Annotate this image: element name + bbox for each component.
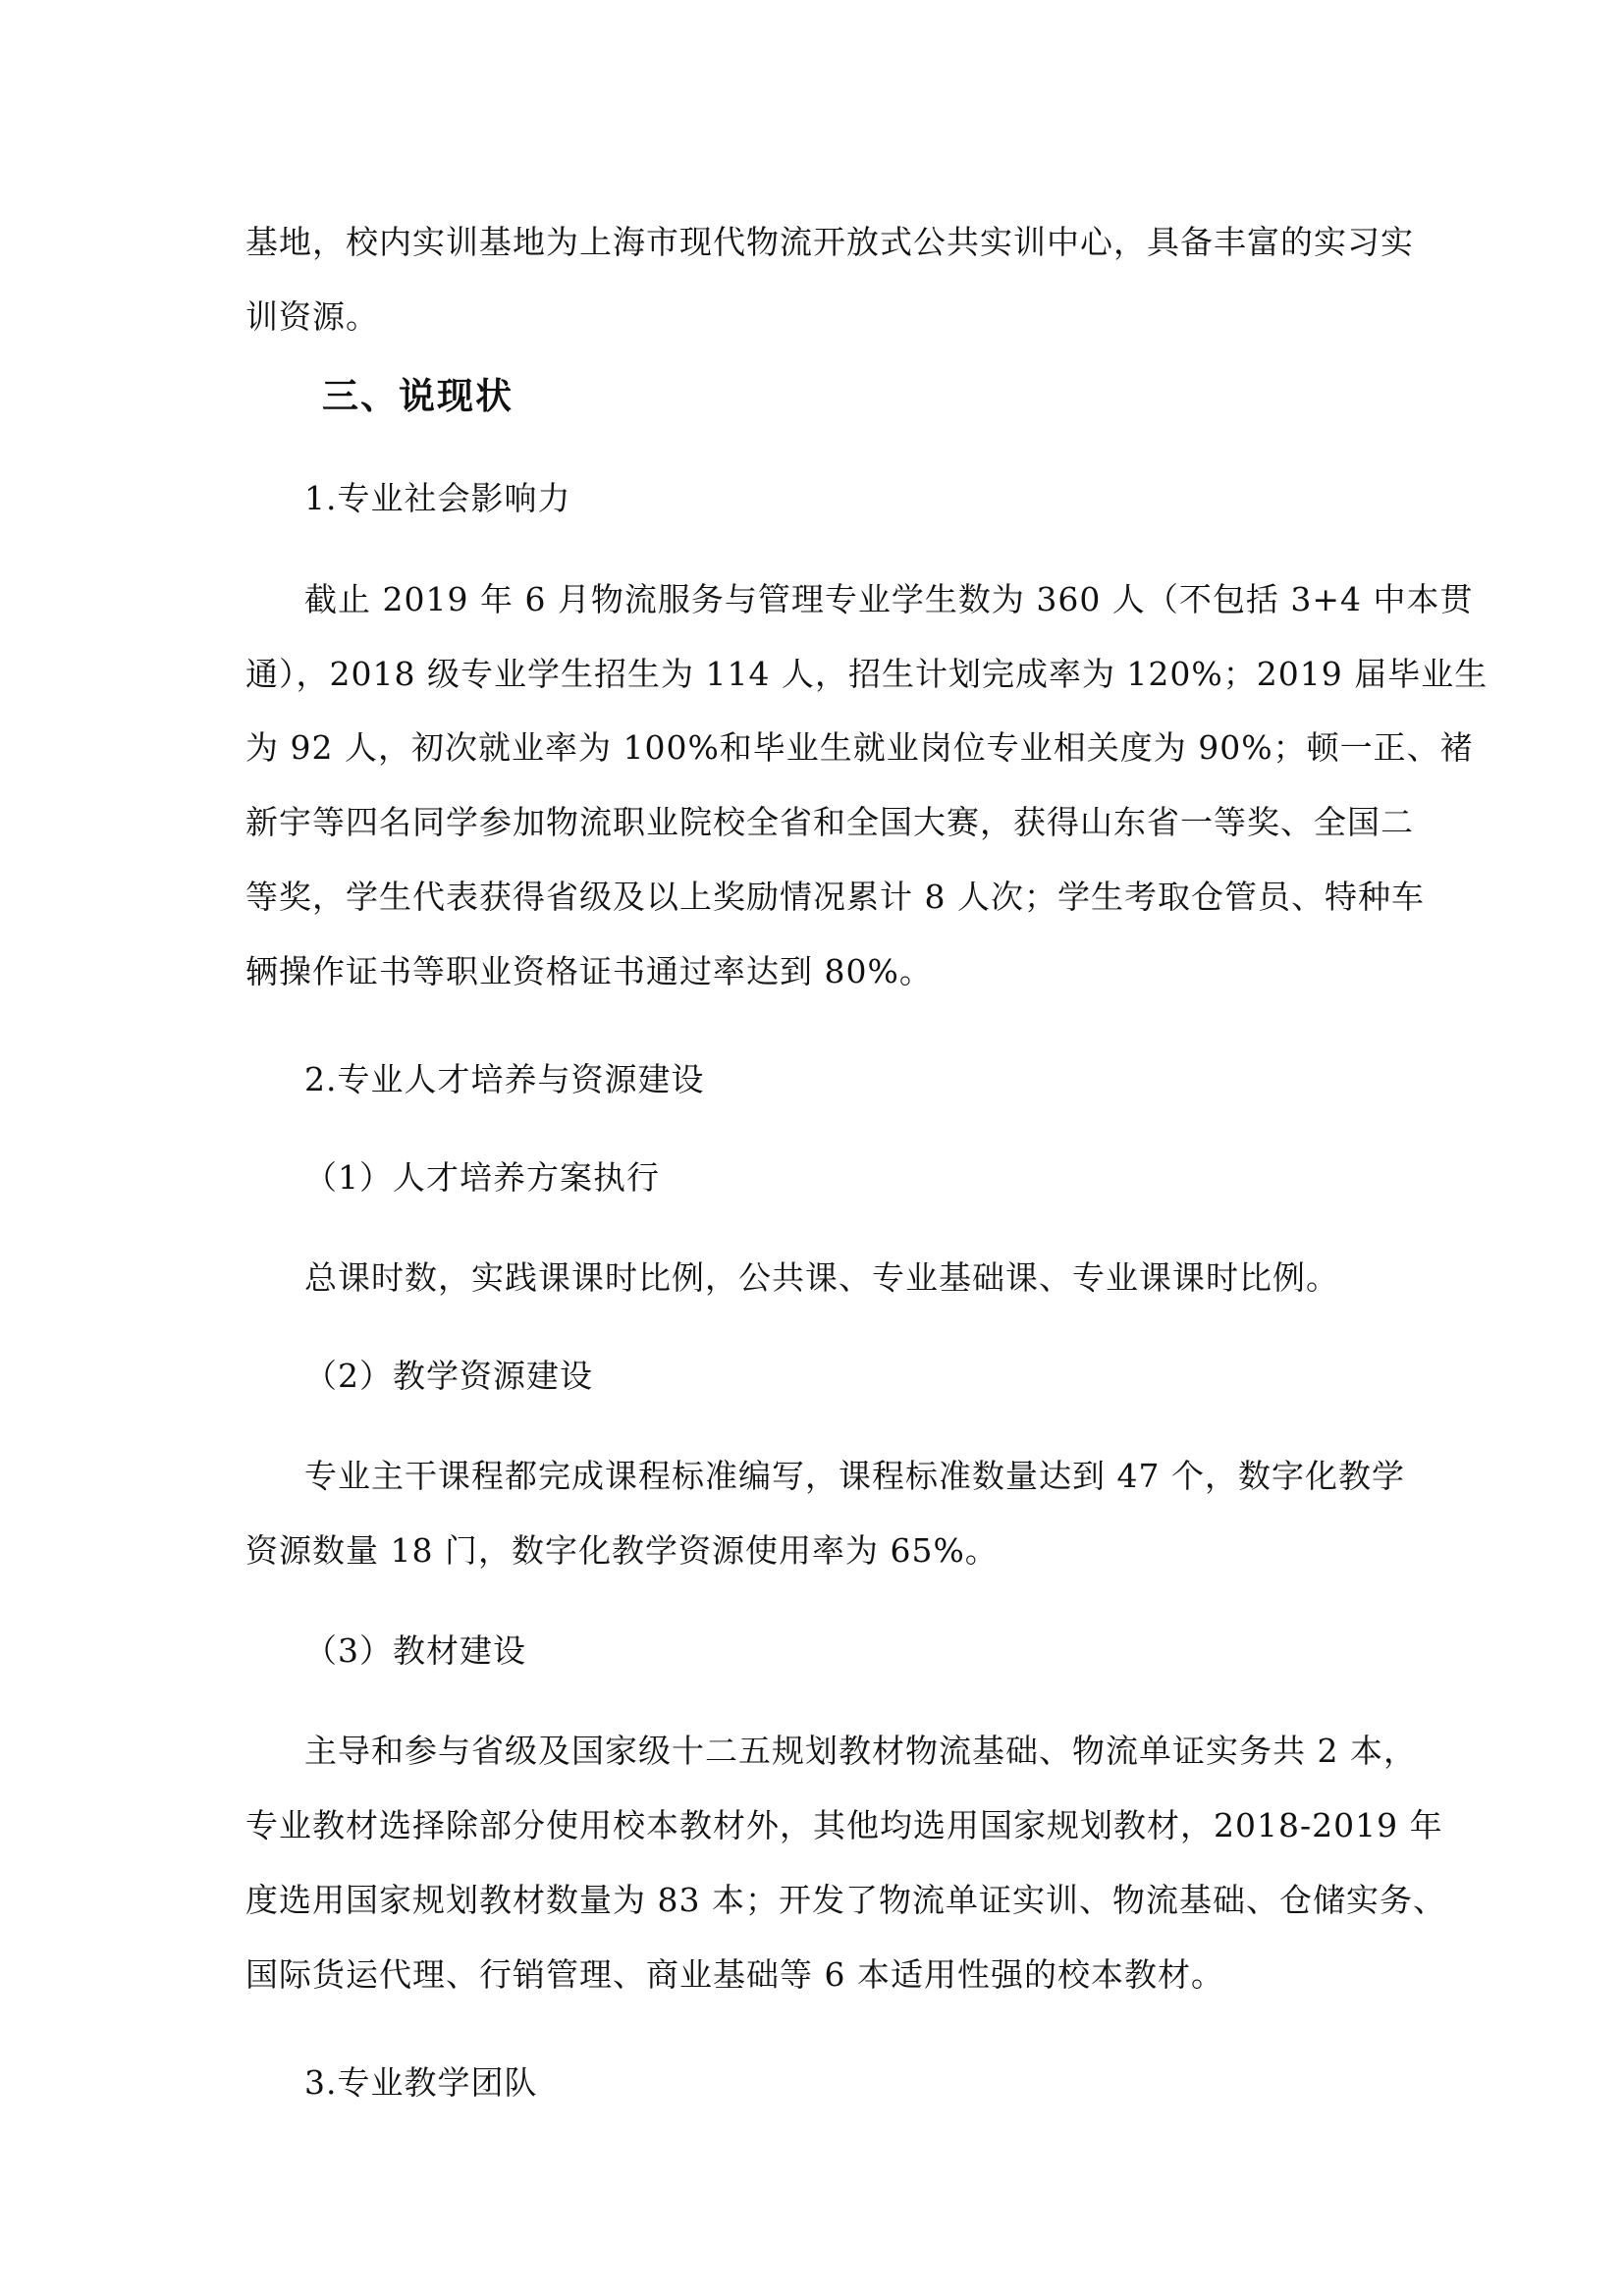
intro-line-2: 训资源。	[245, 297, 379, 336]
subsection-heading-1: 1.专业社会影响力	[304, 479, 571, 517]
paragraph-line: 度选用国家规划教材数量为 83 本；开发了物流单证实训、物流基础、仓储实务、	[245, 1881, 1446, 1919]
paragraph-line: 主导和参与省级及国家级十二五规划教材物流基础、物流单证实务共 2 本，	[304, 1732, 1417, 1770]
intro-line-1: 基地，校内实训基地为上海市现代物流开放式公共实训中心，具备丰富的实习实	[245, 223, 1414, 261]
paragraph-line: 辆操作证书等职业资格证书通过率达到 80%。	[245, 952, 933, 990]
subsection-heading-2: 2.专业人才培养与资源建设	[304, 1060, 705, 1098]
paragraph-line: 国际货运代理、行销管理、商业基础等 6 本适用性强的校本教材。	[245, 1955, 1224, 1994]
item-heading-1: （1）人才培养方案执行	[304, 1158, 660, 1197]
paragraph-line: 新宇等四名同学参加物流职业院校全省和全国大赛，获得山东省一等奖、全国二	[245, 803, 1414, 841]
paragraph-line: 截止 2019 年 6 月物流服务与管理专业学生数为 360 人（不包括 3+4 中本贯	[304, 580, 1474, 618]
paragraph-line: 专业主干课程都完成课程标准编写，课程标准数量达到 47 个，数字化教学	[304, 1457, 1405, 1495]
subsection-heading-3: 3.专业教学团队	[304, 2063, 538, 2102]
paragraph-line: 等奖，学生代表获得省级及以上奖励情况累计 8 人次；学生考取仓管员、特种车	[245, 878, 1425, 916]
paragraph-line: 通），2018 级专业学生招生为 114 人，招生计划完成率为 120%；2019 届毕业生	[245, 655, 1489, 693]
paragraph-line: 专业教材选择除部分使用校本教材外，其他均选用国家规划教材，2018-2019 年	[245, 1806, 1443, 1844]
paragraph-line: 为 92 人，初次就业率为 100%和毕业生就业岗位专业相关度为 90%；顿一正、褚	[245, 728, 1474, 767]
item-heading-3: （3）教材建设	[304, 1631, 526, 1670]
section-heading: 三、说现状	[322, 375, 514, 417]
item-heading-2: （2）教学资源建设	[304, 1357, 593, 1395]
paragraph-line: 资源数量 18 门，数字化教学资源使用率为 65%。	[245, 1531, 999, 1570]
item-text-1: 总课时数，实践课课时比例，公共课、专业基础课、专业课课时比例。	[304, 1258, 1339, 1297]
